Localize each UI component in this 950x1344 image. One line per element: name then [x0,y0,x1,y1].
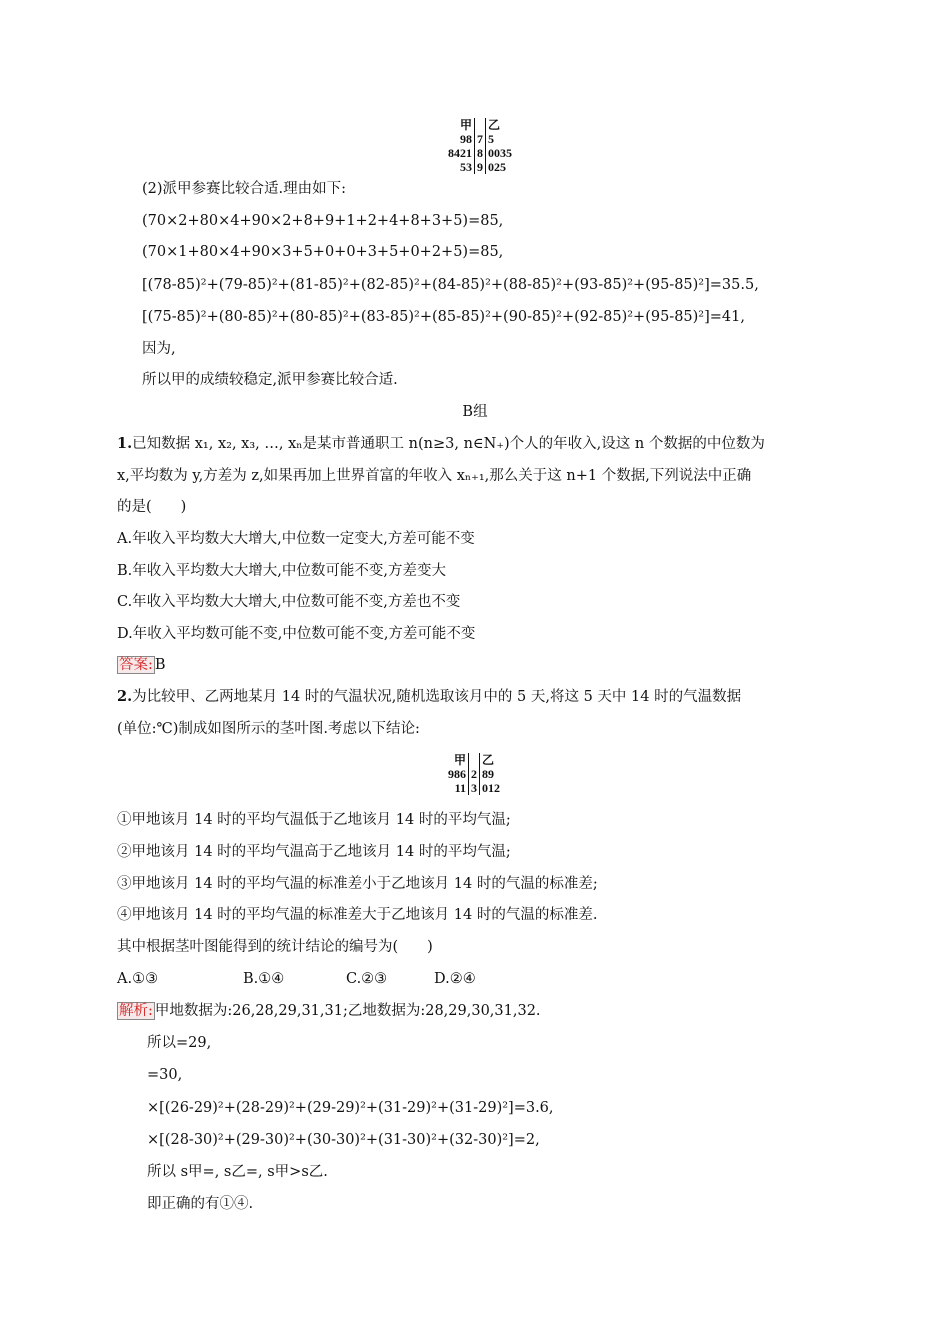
solution-line: [(78-85)²+(79-85)²+(81-85)²+(82-85)²+(84-85)²+(88-85)²+(93-85)²+(95-85)²]=35.5, [142,277,759,293]
option-c: C.年收入平均数大大增大,中位数可能不变,方差也不变 [117,594,461,610]
stem-leaf-plot-2 [446,753,502,795]
statement-4: ④甲地该月 14 时的平均气温的标准差大于乙地该月 14 时的气温的标准差. [117,907,598,923]
stem: 8 [475,146,486,160]
statement-1: ①甲地该月 14 时的平均气温低于乙地该月 14 时的平均气温; [117,812,511,828]
stem: 2 [469,767,480,781]
question-number: 1. [117,435,133,452]
header-jia: 甲 [446,753,469,767]
analysis-line: =30, [147,1067,183,1083]
leaf-right: 89 [482,767,494,781]
question-number: 2. [117,688,133,705]
option-b: B.①④ [243,971,285,987]
leaf-left: 11 [446,781,469,795]
statement-2: ②甲地该月 14 时的平均气温高于乙地该月 14 时的平均气温; [117,844,511,860]
option-d: D.②④ [434,971,476,987]
header-yi: 乙 [488,118,501,132]
group-title: B组 [462,404,488,420]
stem-header [469,753,480,767]
stem: 9 [475,160,486,174]
header-yi: 乙 [482,753,495,767]
stem: 7 [475,132,486,146]
option-c: C.②③ [346,971,388,987]
leaf-right: 025 [488,160,506,174]
stem: 3 [469,781,480,795]
option-a: A.①③ [117,971,159,987]
analysis-line [117,1001,541,1021]
leaf-left: 53 [446,160,475,174]
option-d: D.年收入平均数可能不变,中位数可能不变,方差可能不变 [117,626,476,642]
answer-line [117,655,166,675]
stem-header [475,118,486,132]
solution-line: (70×1+80×4+90×3+5+0+0+3+5+0+2+5)=85, [142,244,504,260]
solution-line: (70×2+80×4+90×2+8+9+1+2+4+8+3+5)=85, [142,213,504,229]
answer-value: B [154,657,166,673]
solution-line: (2)派甲参赛比较合适.理由如下: [142,181,347,197]
leaf-left: 98 [446,132,475,146]
leaf-left: 986 [446,767,469,781]
solution-line: 所以甲的成绩较稳定,派甲参赛比较合适. [142,372,398,388]
analysis-line: 即正确的有①④. [147,1196,254,1212]
question-text: 为比较甲、乙两地某月 14 时的气温状况,随机选取该月中的 5 天,将这 5 天中 14 时的气温数据 [132,689,742,705]
leaf-right: 5 [488,132,494,146]
analysis-tag: 解析: [119,1003,153,1019]
question-2-line: (单位:℃)制成如图所示的茎叶图.考虑以下结论: [117,721,420,737]
analysis-line: ×[(28-30)²+(29-30)²+(30-30)²+(31-30)²+(32-30)²]=2, [147,1132,540,1148]
leaf-right: 0035 [488,146,512,160]
analysis-text: 甲地数据为:26,28,29,31,31;乙地数据为:28,29,30,31,32. [154,1003,541,1019]
option-b: B.年收入平均数大大增大,中位数可能不变,方差变大 [117,563,446,579]
leaf-right: 012 [482,781,500,795]
header-jia: 甲 [446,118,475,132]
question-prompt: 其中根据茎叶图能得到的统计结论的编号为( ) [117,939,433,955]
option-a: A.年收入平均数大大增大,中位数一定变大,方差可能不变 [117,531,475,547]
question-1-line [117,434,765,454]
question-2-line [117,687,741,707]
analysis-line: 所以 s甲=, s乙=, s甲>s乙. [147,1164,328,1180]
solution-line: 因为, [142,341,176,357]
question-1-line: x,平均数为 y,方差为 z,如果再加上世界首富的年收入 xₙ₊₁,那么关于这 n+1 个数据,下列说法中正确 [117,468,752,484]
question-text: 已知数据 x₁, x₂, x₃, …, xₙ是某市普通职工 n(n≥3, n∈N₊)个人的年收入,设这 n 个数据的中位数为 [132,436,765,452]
statement-3: ③甲地该月 14 时的平均气温的标准差小于乙地该月 14 时的气温的标准差; [117,876,598,892]
stem-leaf-plot-1 [446,118,514,174]
analysis-line: 所以=29, [147,1035,212,1051]
leaf-left: 8421 [446,146,475,160]
question-1-line: 的是( ) [117,499,187,515]
answer-tag: 答案: [119,657,153,673]
analysis-line: ×[(26-29)²+(28-29)²+(29-29)²+(31-29)²+(31-29)²]=3.6, [147,1100,554,1116]
solution-line: [(75-85)²+(80-85)²+(80-85)²+(83-85)²+(85-85)²+(90-85)²+(92-85)²+(95-85)²]=41, [142,309,745,325]
